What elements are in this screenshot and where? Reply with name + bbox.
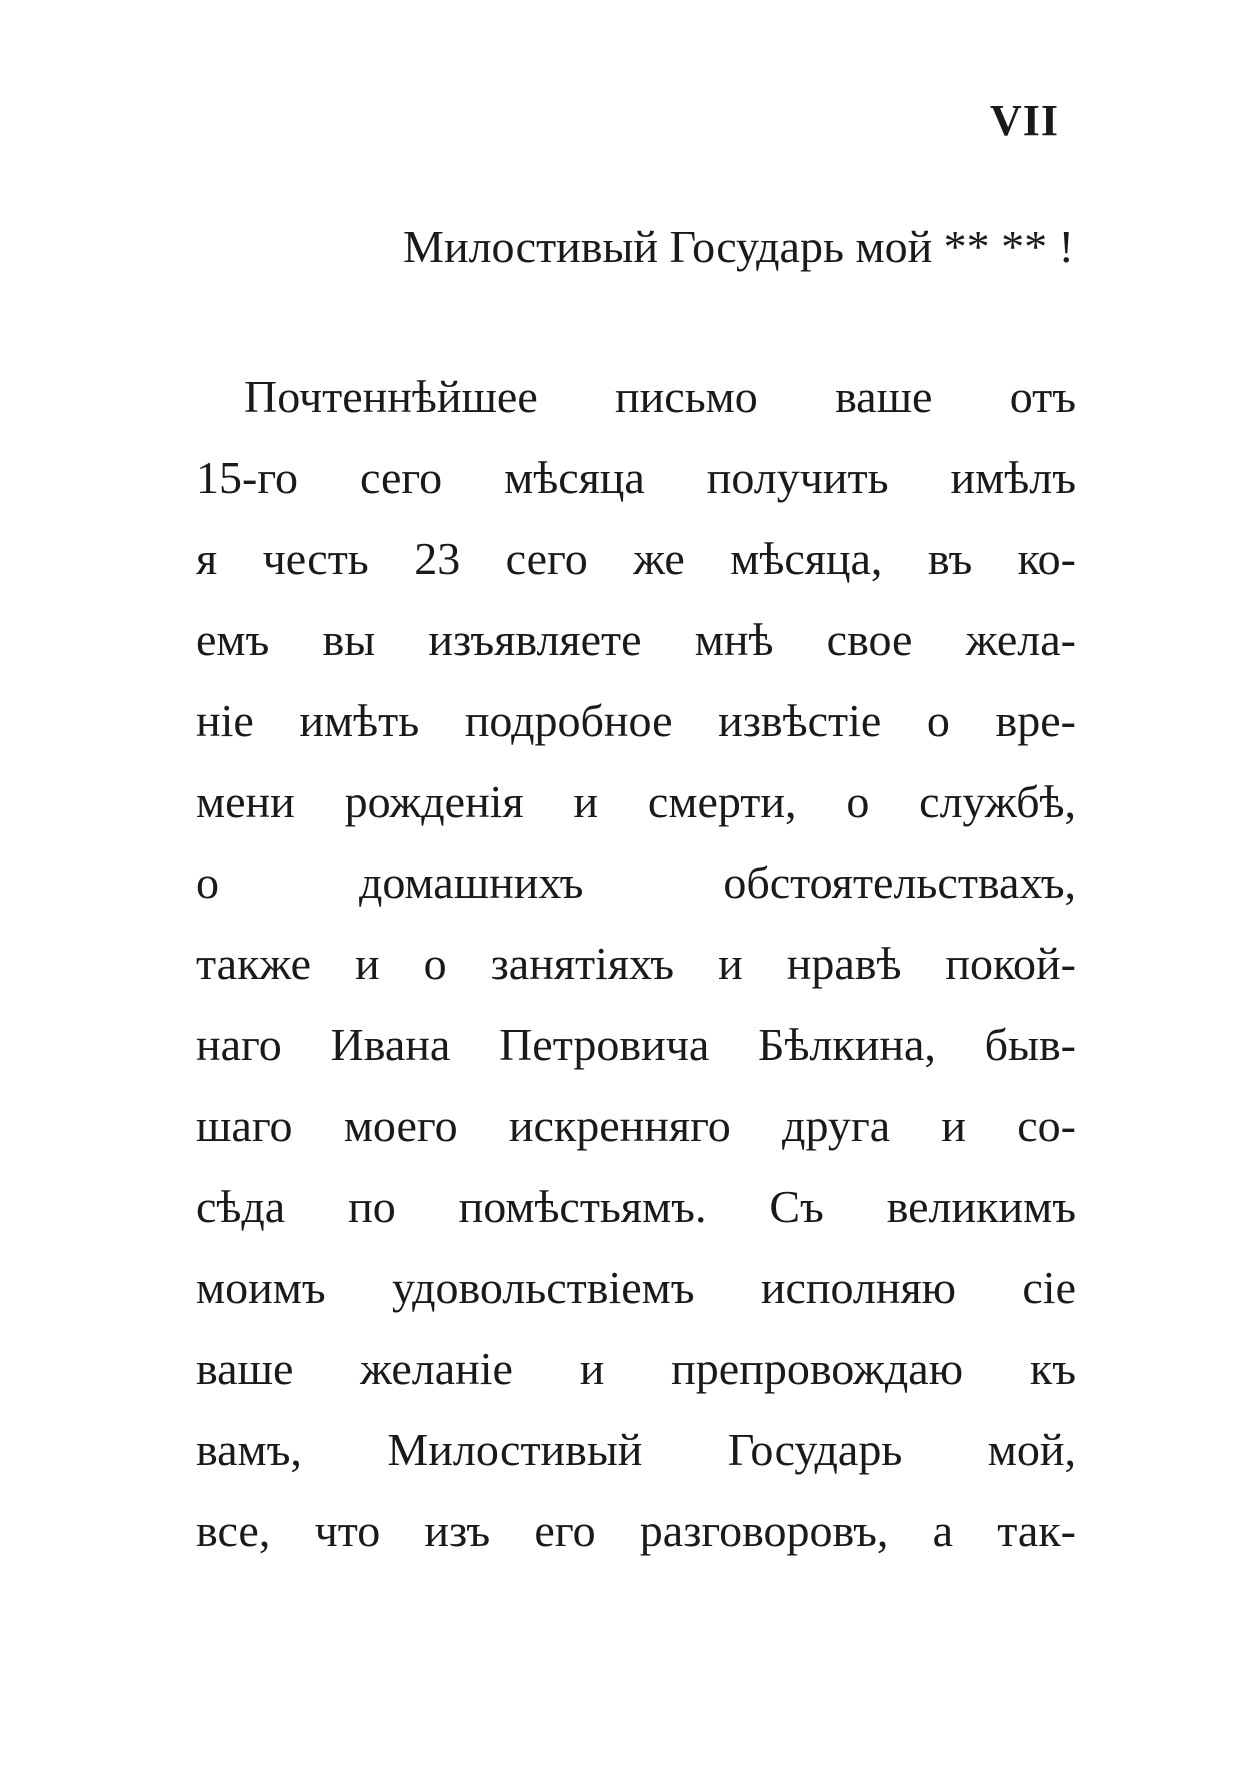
text-line: сѣда по помѣстьямъ. Съ великимъ [196,1181,1076,1232]
page-number: VII [989,96,1059,145]
letter-body [196,356,1076,1571]
text-line: емъ вы изъявляете мнѣ свое жела- [196,614,1076,665]
text-line: ніе имѣть подробное извѣстіе о вре- [196,695,1076,746]
text-line: также и о занятіяхъ и нравѣ покой- [196,938,1076,989]
salutation: Милостивый Государь мой ** ** ! [403,221,1074,272]
text-line: все, что изъ его разговоровъ, а так- [196,1505,1076,1556]
text-line: вамъ, Милостивый Государь мой, [196,1424,1076,1475]
text-line: ваше желаніе и препровождаю къ [196,1343,1076,1394]
text-line: я честь 23 сего же мѣсяца, въ ко- [196,533,1076,584]
text-line: Почтеннѣйшее письмо ваше отъ [244,371,1076,422]
text-line: о домашнихъ обстоятельствахъ, [196,857,1076,908]
text-line: мени рожденія и смерти, о службѣ, [196,776,1076,827]
text-line: наго Ивана Петровича Бѣлкина, быв- [196,1019,1076,1070]
text-line: моимъ удовольствіемъ исполняю сіе [196,1262,1076,1313]
text-line: 15-го сего мѣсяца получить имѣлъ [196,452,1076,503]
text-line: шаго моего искренняго друга и со- [196,1100,1076,1151]
